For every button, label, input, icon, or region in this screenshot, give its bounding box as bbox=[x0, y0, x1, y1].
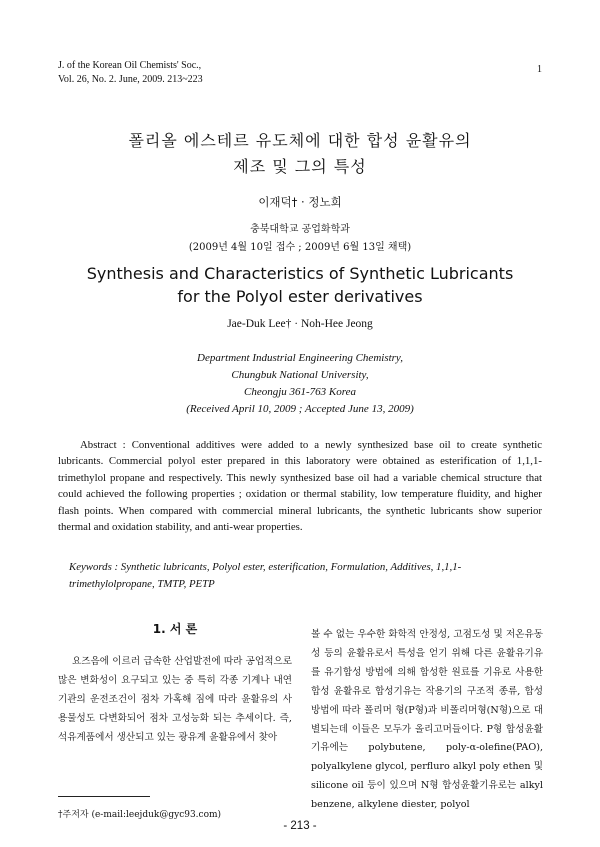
body-column-right bbox=[311, 626, 543, 815]
english-authors: Jae-Duk Lee† · Noh-Hee Jeong bbox=[227, 318, 373, 330]
korean-dates: (2009년 4월 10일 접수 ; 2009년 6월 13일 채택) bbox=[188, 242, 412, 253]
english-title-line2: for the Polyol ester derivatives bbox=[177, 287, 423, 306]
university: Chungbuk National University, bbox=[231, 369, 369, 381]
section-heading: 1. 서 론 bbox=[152, 622, 198, 636]
body-paragraph-right: 볼 수 없는 우수한 화학적 안정성, 고점도성 및 저온유동성 등의 윤활유로서 특성을 얻기 위해 다른 윤활유기유를 유기합성 방법에 의해 합성한 원료를 기유로 사용한 합성 윤활유로 합성기유는 작용기의 구조적 종류, 합성방법에 따라 폴리머 형(P형)과 비폴리머형(N형)으로 대별되는데 이들은 모두가 올리고머들이다. P형 합성윤활기유에는 polybutene, poly-α-olefine(PAO), polyalkylene glycol, perfluro alkyl poly ethen 및 silicone oil 등이 있으며 N형 합성윤활기유로는 alkyl benzene, alkylene diester, polyol bbox=[311, 629, 543, 811]
received-accepted-dates: (Received April 10, 2009 ; Accepted June 13, 2009) bbox=[186, 403, 414, 415]
department: Department Industrial Engineering Chemistry, bbox=[197, 352, 403, 364]
english-title-line1: Synthesis and Characteristics of Synthetic Lubricants bbox=[86, 264, 514, 283]
footnote-divider bbox=[58, 796, 150, 797]
english-title bbox=[0, 262, 600, 308]
journal-volume: Vol. 26, No. 2. June, 2009. 213~223 bbox=[58, 74, 203, 85]
korean-title-line1: 폴리올 에스테르 유도체에 대한 합성 윤활유의 bbox=[128, 131, 472, 150]
abstract-text: : Conventional additives were added to a newly synthesized base oil to create synthetic lubricants. Commercial polyol ester prepared in this laboratory were obtained as esterification of 1,1,1-trimethylol propane and respectively. This newly synthesized base oil had a variable chemical structure that could achieved the following properties ; oxidation or thermal stability, low temperature fluidity, and higher flash points. When compared with commercial mineral lubricants, the synthetic lubricants show superior thermal and oxidation stability, and anti-wear properties. bbox=[58, 439, 542, 534]
korean-title bbox=[0, 128, 600, 180]
body-paragraph-left: 요즈음에 이르러 급속한 산업발전에 따라 공업적으로 많은 변화성이 요구되고 있는 중 특히 각종 기계나 내연기관의 운전조건이 점차 가혹해 짐에 따라 윤활유의 사용물성도 다변화되어 점차 고성능화 되는 추세이다. 즉, 석유계품에서 생산되고 있는 광유계 윤활유에서 찾아 bbox=[58, 655, 292, 743]
journal-citation bbox=[58, 59, 203, 87]
page-number-top: 1 bbox=[537, 64, 542, 75]
journal-name: J. of the Korean Oil Chemists' Soc., bbox=[58, 60, 202, 71]
abstract bbox=[58, 437, 542, 535]
korean-affiliation: 충북대학교 공업화학과 bbox=[250, 224, 350, 235]
korean-affiliation-block bbox=[0, 221, 600, 257]
abstract-label: Abstract bbox=[80, 439, 117, 451]
korean-title-line2: 제조 및 그의 특성 bbox=[233, 157, 367, 176]
body-column-left bbox=[58, 620, 292, 747]
english-affiliation-block bbox=[0, 350, 600, 418]
footnote: †주저자 (e-mail:leejduk@gyc93.com) bbox=[58, 810, 222, 820]
keywords-text: : Synthetic lubricants, Polyol ester, esterification, Formulation, Additives, 1,1,1-trimethylolpropane, TMTP, PETP bbox=[69, 561, 462, 590]
korean-authors: 이재덕† · 정노희 bbox=[258, 195, 342, 209]
keywords bbox=[69, 559, 542, 592]
keywords-label: Keywords bbox=[69, 561, 112, 573]
city: Cheongju 361-763 Korea bbox=[243, 386, 357, 398]
page-number-footer: - 213 - bbox=[283, 820, 317, 832]
